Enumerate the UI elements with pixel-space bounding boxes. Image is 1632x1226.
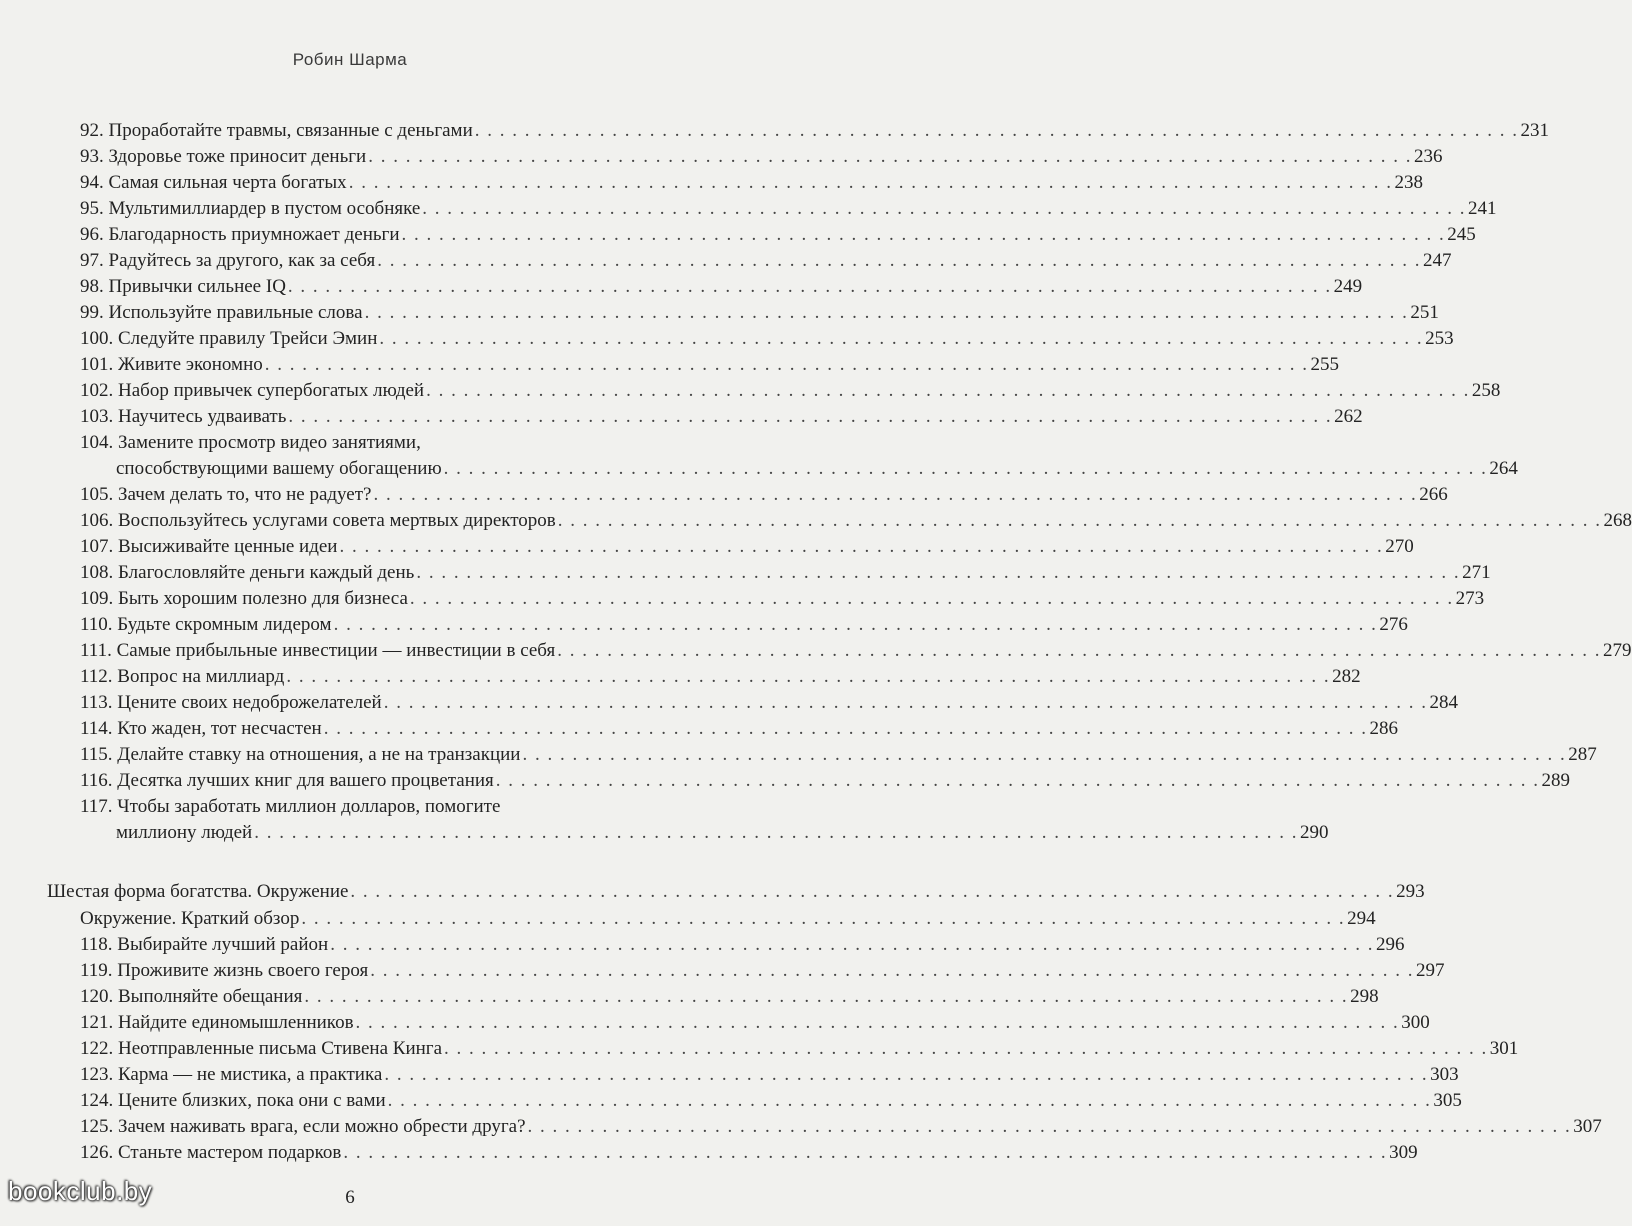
dot-leader: . . . . . . . . . . . . . . . . . . . . . . . . . . . . . . . . . . . . . . . . . . . . . . . . . . . . . . . . . . . . . . . . . . . . . . . . . . . . . . . . . . . . — [348, 172, 1393, 193]
dot-leader: . . . . . . . . . . . . . . . . . . . . . . . . . . . . . . . . . . . . . . . . . . . . . . . . . . . . . . . . . . . . . . . . . . . . . . . . . . . . . . . . . . . . — [286, 666, 1331, 687]
toc-entry-title-line1: 104. Замените просмотр видео занятиями, — [80, 432, 421, 453]
toc-entry-page: 253 — [1425, 328, 1454, 349]
toc-entry-title: 121. Найдите единомышленников — [80, 1012, 354, 1033]
toc-entry-page: 286 — [1369, 718, 1398, 739]
toc-entry-page: 289 — [1541, 770, 1571, 791]
toc-entry — [80, 144, 1443, 170]
dot-leader: . . . . . . . . . . . . . . . . . . . . . . . . . . . . . . . . . . . . . . . . . . . . . . . . . . . . . . . . . . . . . . . . . . . . . . . . . . . . . . . . . . . . — [379, 328, 1424, 349]
toc-entry — [80, 716, 1398, 742]
toc-entry-title: 123. Карма — не мистика, а практика — [80, 1064, 383, 1085]
dot-leader: . . . . . . . . . . . . . . . . . . . . . . . . . . . . . . . . . . . . . . . . . . . . . . . . . . . . . . . . . . . . . . . . . . . . . . . . . . . . . . . . . . . . — [474, 120, 1519, 141]
dot-leader: . . . . . . . . . . . . . . . . . . . . . . . . . . . . . . . . . . . . . . . . . . . . . . . . . . . . . . . . . . . . . . . . . . . . . . . . . . . . . . . . . . . . — [364, 302, 1409, 323]
toc-entry-title: 113. Цените своих недоброжелателей — [80, 692, 382, 713]
toc-entry — [80, 300, 1439, 326]
toc-entry-page: 305 — [1433, 1090, 1462, 1111]
toc-entry-title: 115. Делайте ставку на отношения, а не на транзакции — [80, 744, 521, 765]
toc-entry-page: 300 — [1401, 1012, 1430, 1033]
toc-entry-page: 236 — [1413, 146, 1443, 167]
toc-entry — [80, 664, 1361, 690]
toc-entry — [80, 1140, 1418, 1166]
toc-entry-title: 92. Проработайте травмы, связанные с деньгами — [80, 120, 473, 141]
toc-entry-page: 251 — [1410, 302, 1439, 323]
dot-leader: . . . . . . . . . . . . . . . . . . . . . . . . . . . . . . . . . . . . . . . . . . . . . . . . . . . . . . . . . . . . . . . . . . . . . . . . . . . . . . . . . . . . — [522, 744, 1567, 765]
toc-entry-page: 298 — [1350, 986, 1379, 1007]
toc-entry — [80, 378, 1501, 404]
toc-entry-page: 287 — [1568, 744, 1597, 765]
toc-entry-title: 106. Воспользуйтесь услугами совета мертвых директоров — [80, 510, 556, 531]
toc-entry-page: 268 — [1603, 510, 1632, 531]
dot-leader: . . . . . . . . . . . . . . . . . . . . . . . . . . . . . . . . . . . . . . . . . . . . . . . . . . . . . . . . . . . . . . . . . . . . . . . . . . . . . . . . . . . . — [557, 510, 1602, 531]
toc-entry — [80, 906, 1376, 932]
dot-leader: . . . . . . . . . . . . . . . . . . . . . . . . . . . . . . . . . . . . . . . . . . . . . . . . . . . . . . . . . . . . . . . . . . . . . . . . . . . . . . . . . . . . — [383, 692, 1428, 713]
dot-leader: . . . . . . . . . . . . . . . . . . . . . . . . . . . . . . . . . . . . . . . . . . . . . . . . . . . . . . . . . . . . . . . . . . . . . . . . . . . . . . . . . . . . — [527, 1116, 1572, 1137]
toc-entry-page: 279 — [1602, 640, 1632, 661]
toc-entry-title: 122. Неотправленные письма Стивена Кинга — [80, 1038, 443, 1059]
toc-entry-page: 276 — [1379, 614, 1408, 635]
dot-leader: . . . . . . . . . . . . . . . . . . . . . . . . . . . . . . . . . . . . . . . . . . . . . . . . . . . . . . . . . . . . . . . . . . . . . . . . . . . . . . . . . . . . — [301, 908, 1346, 929]
toc-entry-title: 100. Следуйте правилу Трейси Эмин — [80, 328, 378, 349]
toc-entry — [80, 508, 1632, 534]
dot-leader: . . . . . . . . . . . . . . . . . . . . . . . . . . . . . . . . . . . . . . . . . . . . . . . . . . . . . . . . . . . . . . . . . . . . . . . . . . . . . . . . . . . . — [330, 934, 1374, 955]
toc-entry — [80, 222, 1476, 248]
toc-entry-page: 238 — [1394, 172, 1423, 193]
toc-entry-page: 258 — [1471, 380, 1501, 401]
toc-entry — [80, 742, 1597, 768]
toc-entry-title: 108. Благословляйте деньги каждый день — [80, 562, 415, 583]
dot-leader: . . . . . . . . . . . . . . . . . . . . . . . . . . . . . . . . . . . . . . . . . . . . . . . . . . . . . . . . . . . . . . . . . . . . . . . . . . . . . . . . . . . . — [370, 960, 1414, 981]
toc-entry — [116, 456, 1518, 482]
toc-entry-title: 93. Здоровье тоже приносит деньги — [80, 146, 367, 167]
toc-entry — [116, 820, 1329, 846]
toc-entry-page: 273 — [1455, 588, 1485, 609]
toc-entry-title: 105. Зачем делать то, что не радует? — [80, 484, 372, 505]
toc-entry-page: 241 — [1468, 198, 1497, 219]
dot-leader: . . . . . . . . . . . . . . . . . . . . . . . . . . . . . . . . . . . . . . . . . . . . . . . . . . . . . . . . . . . . . . . . . . . . . . . . . . . . . . . . . . . . — [343, 1142, 1388, 1163]
toc-entry-page: 247 — [1422, 250, 1452, 271]
toc-entry — [80, 248, 1452, 274]
toc-entry-page: 296 — [1375, 934, 1405, 955]
toc-entry-title: 101. Живите экономно — [80, 354, 263, 375]
toc-entry — [80, 1010, 1430, 1036]
toc-entry-page: 271 — [1462, 562, 1491, 583]
toc-entry — [80, 932, 1405, 958]
toc-entry — [80, 534, 1414, 560]
bookclub-watermark: bookclub.by — [8, 1176, 153, 1206]
toc-entry-title: 114. Кто жаден, тот несчастен — [80, 718, 322, 739]
toc-entry-page: 309 — [1389, 1142, 1418, 1163]
toc-entry-title: 109. Быть хорошим полезно для бизнеса — [80, 588, 408, 609]
dot-leader: . . . . . . . . . . . . . . . . . . . . . . . . . . . . . . . . . . . . . . . . . . . . . . . . . . . . . . . . . . . . . . . . . . . . . . . . . . . . . . . . . . . . — [401, 224, 1446, 245]
toc-entry — [80, 638, 1632, 664]
toc-entry-title: миллиону людей — [116, 822, 253, 843]
toc-entry-title: способствующими вашему обогащению — [116, 458, 442, 479]
toc-entry — [80, 958, 1445, 984]
toc-entry-title: 119. Проживите жизнь своего героя — [80, 960, 369, 981]
toc-entry-page: 264 — [1489, 458, 1518, 479]
toc-entry-page: 294 — [1347, 908, 1376, 929]
toc-entry — [80, 274, 1363, 300]
toc-entry-title: 111. Самые прибыльные инвестиции — инвестиции в себя — [80, 640, 556, 661]
dot-leader: . . . . . . . . . . . . . . . . . . . . . . . . . . . . . . . . . . . . . . . . . . . . . . . . . . . . . . . . . . . . . . . . . . . . . . . . . . . . . . . . . . . . — [409, 588, 1454, 609]
toc-entry-page: 266 — [1419, 484, 1448, 505]
toc-entry — [80, 1114, 1602, 1140]
dot-leader: . . . . . . . . . . . . . . . . . . . . . . . . . . . . . . . . . . . . . . . . . . . . . . . . . . . . . . . . . . . . . . . . . . . . . . . . . . . . . . . . . . . . — [387, 1090, 1432, 1111]
toc-entry — [80, 482, 1448, 508]
toc-entry — [80, 170, 1423, 196]
dot-leader: . . . . . . . . . . . . . . . . . . . . . . . . . . . . . . . . . . . . . . . . . . . . . . . . . . . . . . . . . . . . . . . . . . . . . . . . . . . . . . . . . . . . — [416, 562, 1461, 583]
toc-entry — [80, 560, 1491, 586]
toc-entry-title: 97. Радуйтесь за другого, как за себя — [80, 250, 376, 271]
toc-entry-title: Шестая форма богатства. Окружение — [47, 881, 349, 902]
dot-leader: . . . . . . . . . . . . . . . . . . . . . . . . . . . . . . . . . . . . . . . . . . . . . . . . . . . . . . . . . . . . . . . . . . . . . . . . . . . . . . . . . . . . — [373, 484, 1418, 505]
toc-entry-page: 293 — [1396, 881, 1425, 902]
dot-leader: . . . . . . . . . . . . . . . . . . . . . . . . . . . . . . . . . . . . . . . . . . . . . . . . . . . . . . . . . . . . . . . . . . . . . . . . . . . . . . . . . . . . — [350, 881, 1395, 902]
toc-entry-title: 124. Цените близких, пока они с вами — [80, 1090, 386, 1111]
toc-entry-title: 112. Вопрос на миллиард — [80, 666, 285, 687]
toc-entry-title: 120. Выполняйте обещания — [80, 986, 303, 1007]
toc-entry-page: 231 — [1520, 120, 1549, 141]
dot-leader: . . . . . . . . . . . . . . . . . . . . . . . . . . . . . . . . . . . . . . . . . . . . . . . . . . . . . . . . . . . . . . . . . . . . . . . . . . . . . . . . . . . . — [304, 986, 1349, 1007]
dot-leader: . . . . . . . . . . . . . . . . . . . . . . . . . . . . . . . . . . . . . . . . . . . . . . . . . . . . . . . . . . . . . . . . . . . . . . . . . . . . . . . . . . . . — [288, 406, 1333, 427]
dot-leader: . . . . . . . . . . . . . . . . . . . . . . . . . . . . . . . . . . . . . . . . . . . . . . . . . . . . . . . . . . . . . . . . . . . . . . . . . . . . . . . . . . . . — [426, 380, 1470, 401]
toc-entry-page: 262 — [1334, 406, 1363, 427]
toc-entry — [80, 196, 1497, 222]
dot-leader: . . . . . . . . . . . . . . . . . . . . . . . . . . . . . . . . . . . . . . . . . . . . . . . . . . . . . . . . . . . . . . . . . . . . . . . . . . . . . . . . . . . . — [339, 536, 1384, 557]
toc-entry-title: 96. Благодарность приумножает деньги — [80, 224, 400, 245]
toc-entry-title: 110. Будьте скромным лидером — [80, 614, 332, 635]
toc-entry-page: 303 — [1430, 1064, 1459, 1085]
toc-entry — [80, 326, 1454, 352]
toc-entry — [80, 404, 1363, 430]
toc-entry — [80, 612, 1408, 638]
dot-leader: . . . . . . . . . . . . . . . . . . . . . . . . . . . . . . . . . . . . . . . . . . . . . . . . . . . . . . . . . . . . . . . . . . . . . . . . . . . . . . . . . . . . — [264, 354, 1309, 375]
toc-entry-page: 270 — [1385, 536, 1414, 557]
toc-entry — [80, 1088, 1462, 1114]
dot-leader: . . . . . . . . . . . . . . . . . . . . . . . . . . . . . . . . . . . . . . . . . . . . . . . . . . . . . . . . . . . . . . . . . . . . . . . . . . . . . . . . . . . . — [422, 198, 1467, 219]
toc-entry-title: 126. Станьте мастером подарков — [80, 1142, 342, 1163]
toc-entry — [80, 984, 1379, 1010]
dot-leader: . . . . . . . . . . . . . . . . . . . . . . . . . . . . . . . . . . . . . . . . . . . . . . . . . . . . . . . . . . . . . . . . . . . . . . . . . . . . . . . . . . . . — [323, 718, 1368, 739]
toc-entry-title-line1: 117. Чтобы заработать миллион долларов, помогите — [80, 796, 501, 817]
toc-entry-title: 99. Используйте правильные слова — [80, 302, 363, 323]
toc-entry — [80, 1062, 1459, 1088]
toc-entry-page: 284 — [1429, 692, 1458, 713]
toc-entry-page: 255 — [1310, 354, 1339, 375]
toc-entry-page: 249 — [1333, 276, 1363, 297]
toc-entry-page: 245 — [1447, 224, 1476, 245]
toc-entry — [80, 768, 1571, 794]
running-header: Робин Шарма — [292, 50, 408, 69]
toc-entry-title: Окружение. Краткий обзор — [80, 908, 300, 929]
toc-entry-title: 118. Выбирайте лучший район — [80, 934, 329, 955]
toc-entry — [80, 586, 1485, 612]
toc-entry-page: 290 — [1299, 822, 1329, 843]
page-number: 6 — [345, 1187, 355, 1208]
dot-leader: . . . . . . . . . . . . . . . . . . . . . . . . . . . . . . . . . . . . . . . . . . . . . . . . . . . . . . . . . . . . . . . . . . . . . . . . . . . . . . . . . . . . — [495, 770, 1540, 791]
dot-leader: . . . . . . . . . . . . . . . . . . . . . . . . . . . . . . . . . . . . . . . . . . . . . . . . . . . . . . . . . . . . . . . . . . . . . . . . . . . . . . . . . . . . — [377, 250, 1421, 271]
toc-entry — [80, 118, 1549, 144]
toc-entry-page: 282 — [1332, 666, 1361, 687]
dot-leader: . . . . . . . . . . . . . . . . . . . . . . . . . . . . . . . . . . . . . . . . . . . . . . . . . . . . . . . . . . . . . . . . . . . . . . . . . . . . . . . . . . . . — [368, 146, 1412, 167]
toc-entry — [80, 1036, 1519, 1062]
toc-entry-title: 107. Высиживайте ценные идеи — [80, 536, 338, 557]
toc-entry-title: 125. Зачем наживать врага, если можно обрести друга? — [80, 1116, 526, 1137]
dot-leader: . . . . . . . . . . . . . . . . . . . . . . . . . . . . . . . . . . . . . . . . . . . . . . . . . . . . . . . . . . . . . . . . . . . . . . . . . . . . . . . . . . . . — [557, 640, 1601, 661]
dot-leader: . . . . . . . . . . . . . . . . . . . . . . . . . . . . . . . . . . . . . . . . . . . . . . . . . . . . . . . . . . . . . . . . . . . . . . . . . . . . . . . . . . . . — [384, 1064, 1429, 1085]
toc-entry-title: 98. Привычки сильнее IQ — [80, 276, 286, 297]
toc-entry-title: 95. Мультимиллиардер в пустом особняке — [80, 198, 421, 219]
dot-leader: . . . . . . . . . . . . . . . . . . . . . . . . . . . . . . . . . . . . . . . . . . . . . . . . . . . . . . . . . . . . . . . . . . . . . . . . . . . . . . . . . . . . — [355, 1012, 1400, 1033]
dot-leader: . . . . . . . . . . . . . . . . . . . . . . . . . . . . . . . . . . . . . . . . . . . . . . . . . . . . . . . . . . . . . . . . . . . . . . . . . . . . . . . . . . . . — [443, 458, 1488, 479]
toc-entry — [80, 352, 1339, 378]
toc-entry-title: 102. Набор привычек супербогатых людей — [80, 380, 425, 401]
toc-entry-page: 307 — [1573, 1116, 1602, 1137]
dot-leader: . . . . . . . . . . . . . . . . . . . . . . . . . . . . . . . . . . . . . . . . . . . . . . . . . . . . . . . . . . . . . . . . . . . . . . . . . . . . . . . . . . . . — [333, 614, 1378, 635]
dot-leader: . . . . . . . . . . . . . . . . . . . . . . . . . . . . . . . . . . . . . . . . . . . . . . . . . . . . . . . . . . . . . . . . . . . . . . . . . . . . . . . . . . . . — [444, 1038, 1488, 1059]
toc-entry-title: 94. Самая сильная черта богатых — [80, 172, 347, 193]
toc-entry-page: 297 — [1415, 960, 1445, 981]
toc-entry — [80, 690, 1458, 716]
toc-entry-page: 301 — [1489, 1038, 1519, 1059]
toc-entry-title: 116. Десятка лучших книг для вашего процветания — [80, 770, 494, 791]
dot-leader: . . . . . . . . . . . . . . . . . . . . . . . . . . . . . . . . . . . . . . . . . . . . . . . . . . . . . . . . . . . . . . . . . . . . . . . . . . . . . . . . . . . . — [287, 276, 1332, 297]
toc-entry-title: 103. Научитесь удваивать — [80, 406, 287, 427]
dot-leader: . . . . . . . . . . . . . . . . . . . . . . . . . . . . . . . . . . . . . . . . . . . . . . . . . . . . . . . . . . . . . . . . . . . . . . . . . . . . . . . . . . . . — [254, 822, 1298, 843]
toc-section-heading — [47, 879, 1425, 905]
